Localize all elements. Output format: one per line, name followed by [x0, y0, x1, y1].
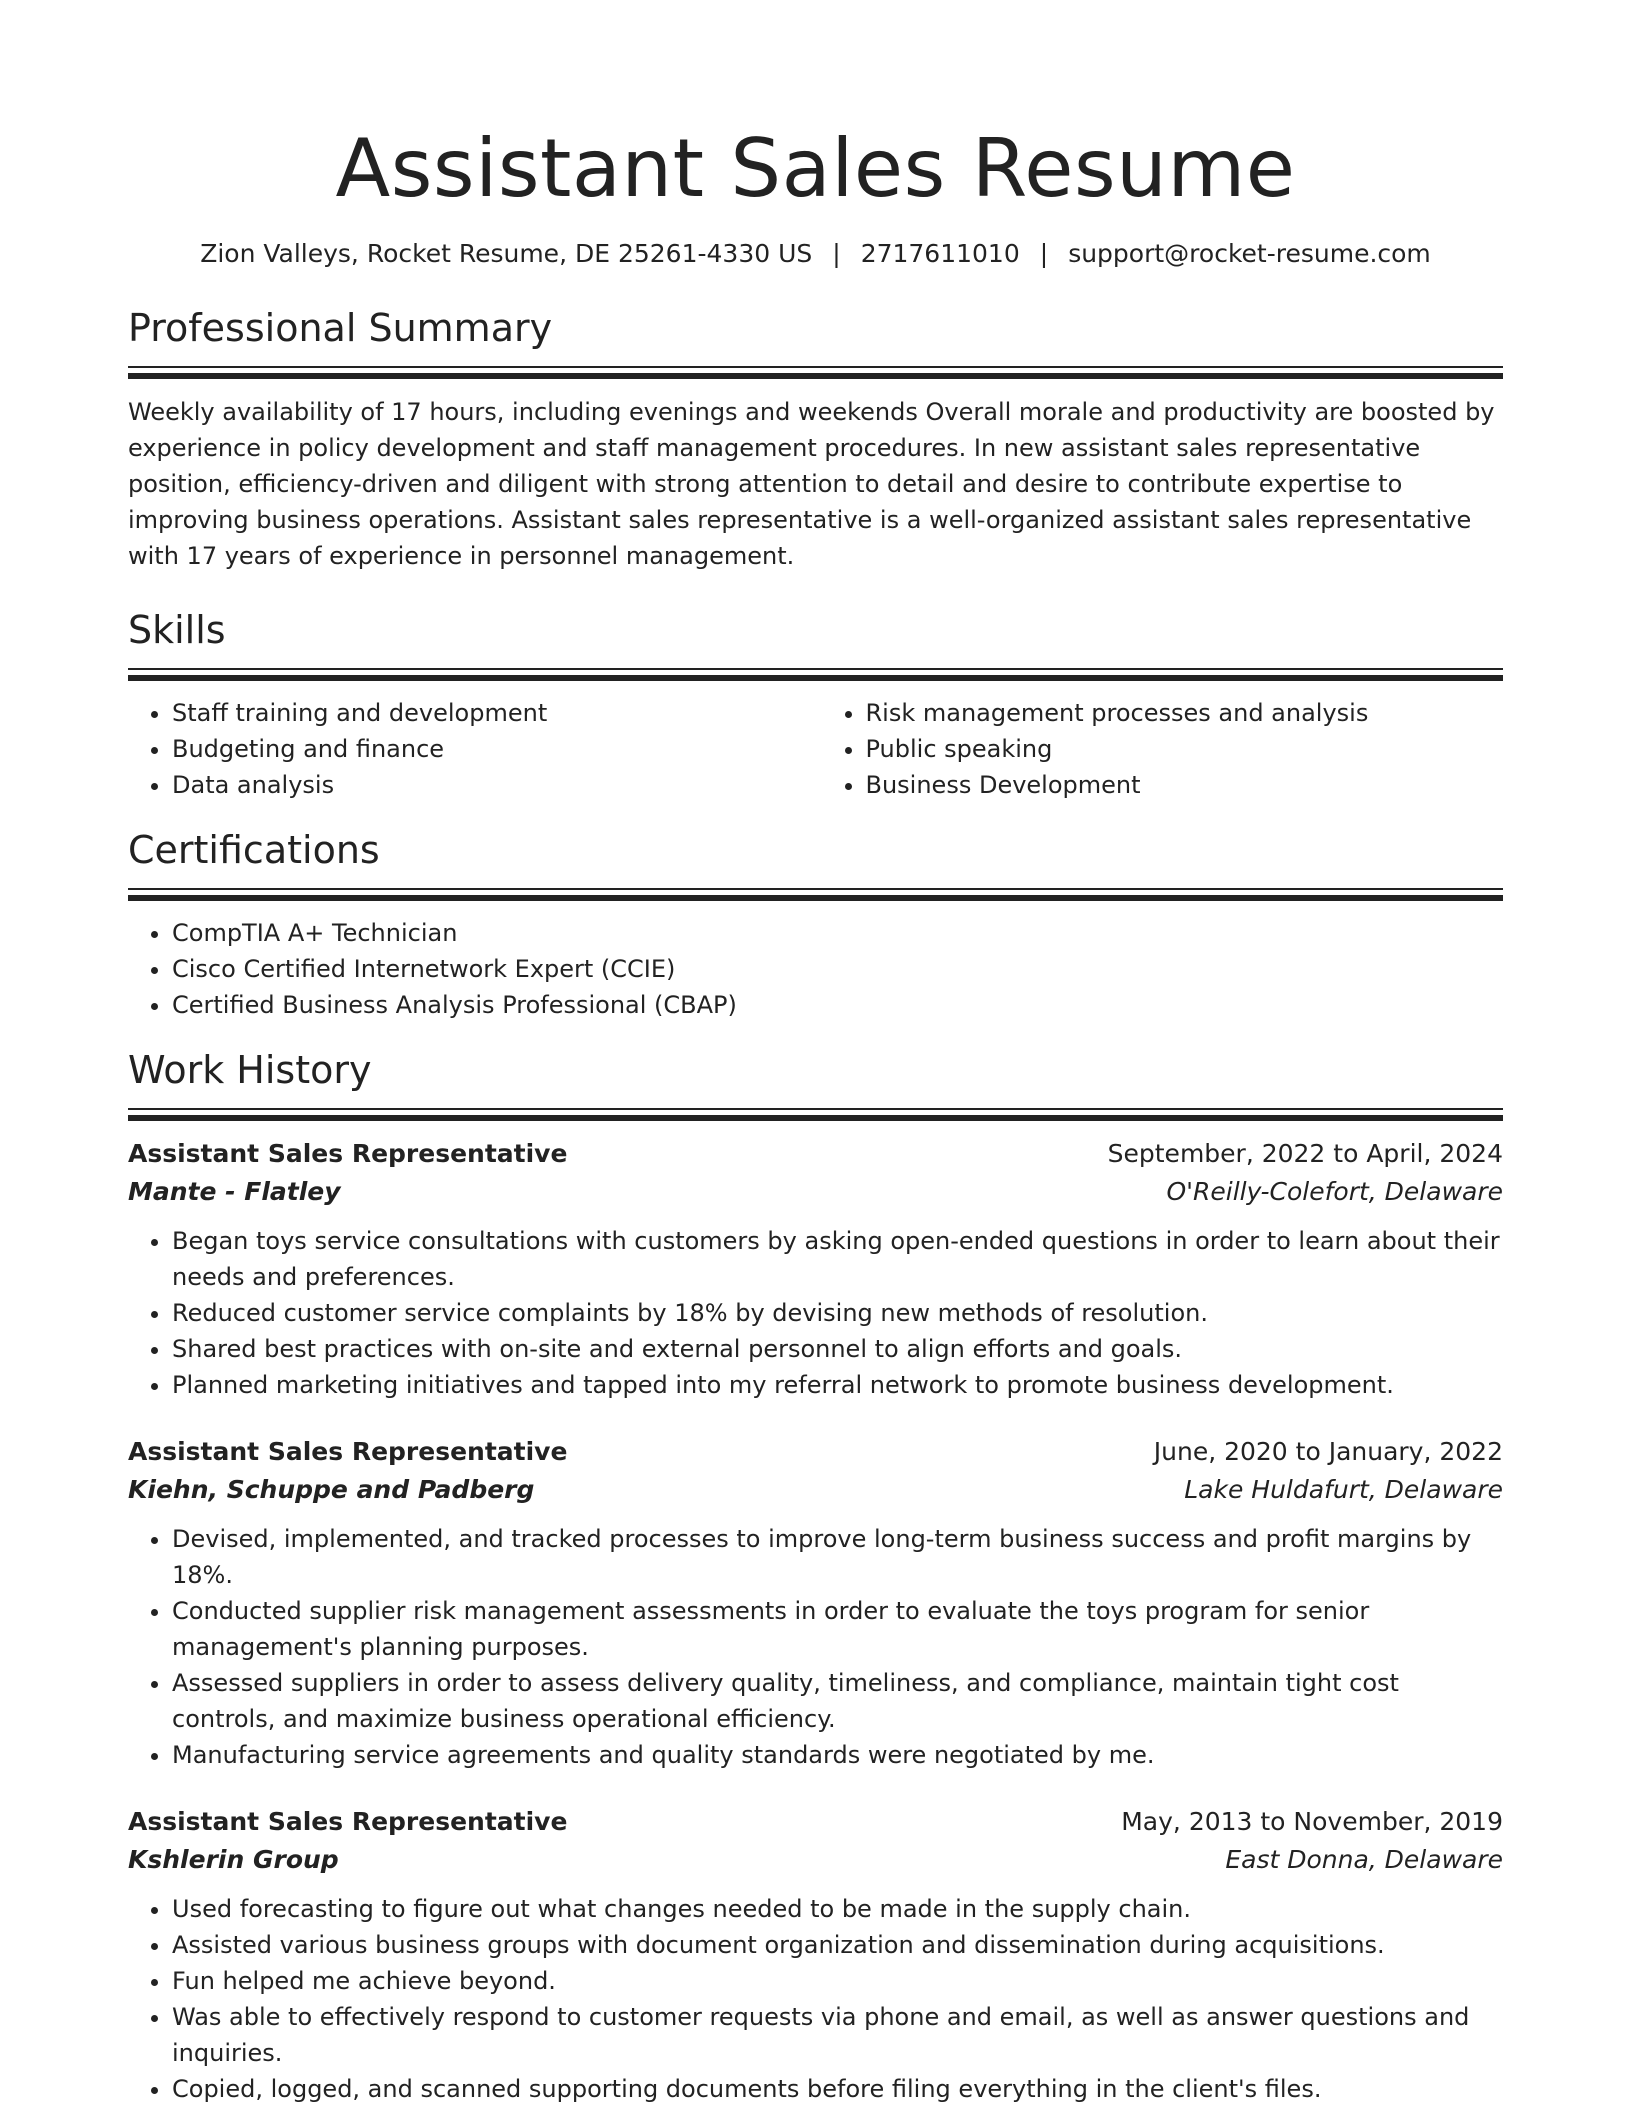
job-bullet: • Manufacturing service agreements and quality standards were negotiated by me. [172, 1737, 1503, 1773]
summary-section [128, 303, 1503, 574]
job-title: Assistant Sales Representative [128, 1139, 568, 1168]
certifications-section [128, 825, 1503, 1023]
skills-section [128, 605, 1503, 803]
contact-separator: | [832, 239, 841, 268]
job-title: Assistant Sales Representative [128, 1807, 568, 1836]
job-location: East Donna, Delaware [1225, 1845, 1503, 1874]
job-bullet: • Copied, logged, and scanned supporting documents before filing everything in the client's files. [172, 2071, 1503, 2107]
section-divider [128, 888, 1503, 901]
contact-separator: | [1039, 239, 1049, 268]
certification-item: • CompTIA A+ Technician [172, 915, 1503, 951]
skill-item: • Budgeting and finance [172, 731, 816, 767]
job-bullet: • Shared best practices with on-site and external personnel to align efforts and goals. [172, 1331, 1503, 1367]
job-bullet-list [128, 1223, 1503, 1403]
job-bullet-list [128, 1891, 1503, 2107]
job-bullet-list [128, 1521, 1503, 1773]
job-bullet: • Assessed suppliers in order to assess delivery quality, timeliness, and compliance, maintain tight cost controls, and maximize business operational efficiency. [172, 1665, 1503, 1737]
resume-title: Assistant Sales Resume [335, 122, 1296, 215]
job-bullet: • Conducted supplier risk management assessments in order to evaluate the toys program for senior management's planning purposes. [172, 1593, 1503, 1665]
section-divider [128, 1108, 1503, 1121]
job-bullet: • Devised, implemented, and tracked processes to improve long-term business success and profit margins by 18%. [172, 1521, 1503, 1593]
skills-column-left [128, 695, 816, 803]
job-header [128, 1135, 1503, 1173]
job-location: Lake Huldafurt, Delaware [1184, 1475, 1503, 1504]
skill-item: • Public speaking [866, 731, 1504, 767]
section-divider [128, 366, 1503, 379]
job-bullet: • Planned marketing initiatives and tapped into my referral network to promote business development. [172, 1367, 1503, 1403]
contact-address: Zion Valleys, Rocket Resume, DE 25261-4330 US [200, 239, 813, 268]
resume-page [128, 0, 1503, 2107]
job-entry [128, 1803, 1503, 2107]
job-company: Kshlerin Group [128, 1845, 339, 1874]
work-history-section [128, 1045, 1503, 2107]
job-location: O'Reilly-Colefort, Delaware [1166, 1177, 1503, 1206]
contact-email: support@rocket-resume.com [1068, 239, 1431, 268]
certifications-list [128, 915, 1503, 1023]
job-subheader [128, 1173, 1503, 1211]
certification-item: • Certified Business Analysis Professional (CBAP) [172, 987, 1503, 1023]
job-dates: September, 2022 to April, 2024 [1107, 1139, 1503, 1168]
job-header [128, 1803, 1503, 1841]
job-bullet: • Assisted various business groups with document organization and dissemination during acquisitions. [172, 1927, 1503, 1963]
contact-line [128, 237, 1503, 271]
job-bullet: • Used forecasting to figure out what changes needed to be made in the supply chain. [172, 1891, 1503, 1927]
job-entry [128, 1135, 1503, 1403]
job-company: Kiehn, Schuppe and Padberg [128, 1475, 535, 1504]
job-dates: June, 2020 to January, 2022 [1153, 1437, 1503, 1466]
job-entry [128, 1433, 1503, 1773]
section-divider [128, 668, 1503, 681]
job-title: Assistant Sales Representative [128, 1437, 568, 1466]
job-header [128, 1433, 1503, 1471]
summary-text: Weekly availability of 17 hours, including evenings and weekends Overall morale and productivity are boosted by experience in policy development and staff management procedures. In new assistant sales representative position, efficiency-driven and diligent with strong attention to detail and desire to contribute expertise to improving business operations. Assistant sales representative is a well-organized assistant sales representative with 17 years of experience in personnel management. [128, 398, 1495, 570]
section-title-summary: Professional Summary [128, 306, 553, 350]
job-bullet: • Was able to effectively respond to customer requests via phone and email, as well as answer questions and inquiries. [172, 1999, 1503, 2071]
skills-column-right [816, 695, 1504, 803]
skill-item: • Data analysis [172, 767, 816, 803]
job-bullet: • Reduced customer service complaints by 18% by devising new methods of resolution. [172, 1295, 1503, 1331]
job-bullet: • Began toys service consultations with customers by asking open-ended questions in order to learn about their needs and preferences. [172, 1223, 1503, 1295]
section-title-skills: Skills [128, 608, 226, 652]
section-title-work-history: Work History [128, 1048, 372, 1092]
skill-item: • Business Development [866, 767, 1504, 803]
job-dates: May, 2013 to November, 2019 [1121, 1807, 1503, 1836]
job-company: Mante - Flatley [128, 1177, 341, 1206]
skills-list [128, 695, 1503, 803]
job-bullet: • Fun helped me achieve beyond. [172, 1963, 1503, 1999]
skill-item: • Staff training and development [172, 695, 816, 731]
skill-item: • Risk management processes and analysis [866, 695, 1504, 731]
section-title-certifications: Certifications [128, 828, 380, 872]
contact-phone: 2717611010 [860, 239, 1020, 268]
certification-item: • Cisco Certified Internetwork Expert (CCIE) [172, 951, 1503, 987]
job-subheader [128, 1471, 1503, 1509]
job-subheader [128, 1841, 1503, 1879]
